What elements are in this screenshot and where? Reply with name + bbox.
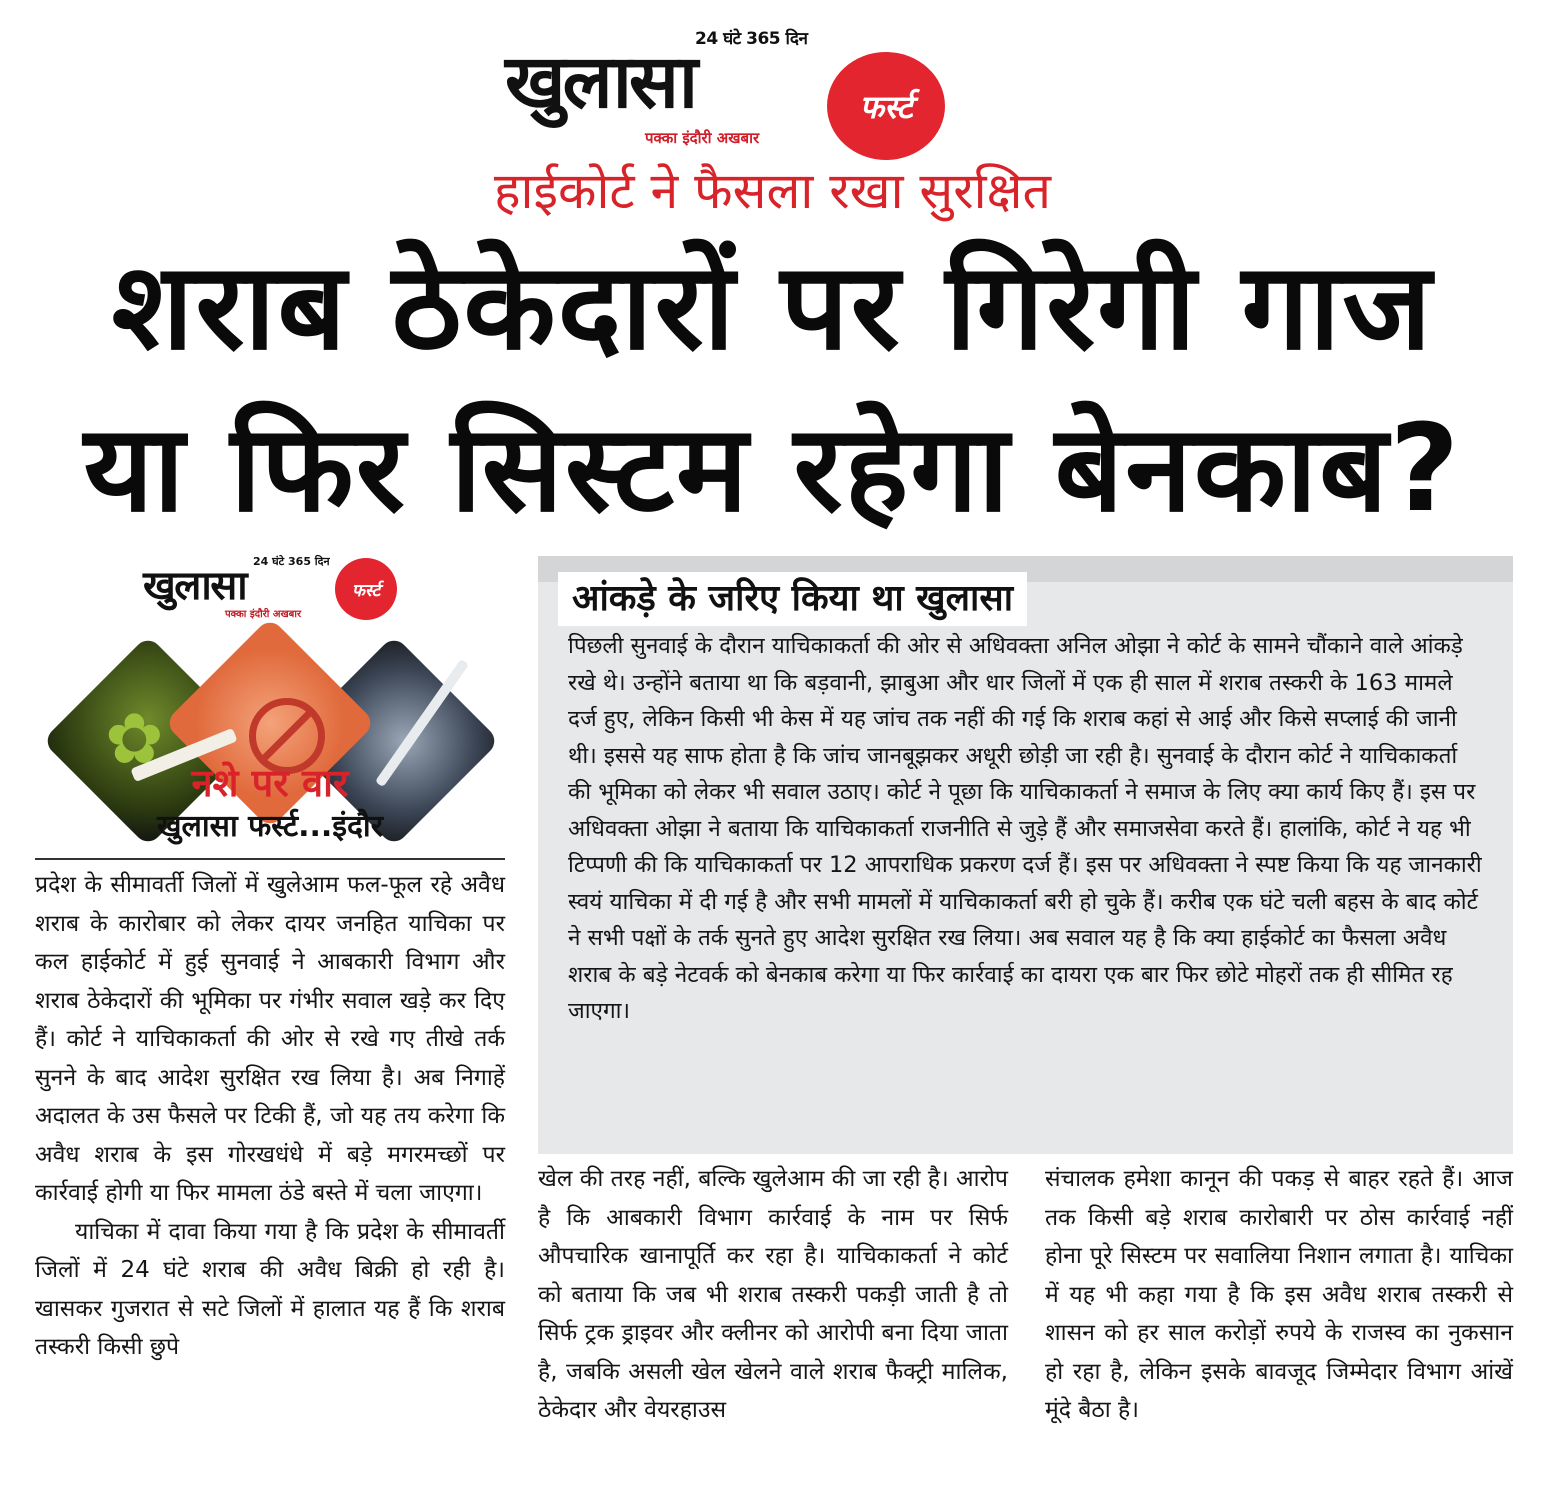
sidebar-box	[538, 556, 1513, 1154]
article-paragraph: प्रदेश के सीमावर्ती जिलों में खुलेआम फल-फूल रहे अवैध शराब के कारोबार को लेकर दायर जनहित याचिका पर कल हाईकोर्ट में हुई सुनवाई ने आबकारी विभाग और शराब ठेकेदारों की भूमिका पर गंभीर सवाल खड़े कर दिए हैं। कोर्ट ने याचिकाकर्ता की ओर से रखे गए तीखे तर्क सुनने के बाद आदेश सुरक्षित रख लिया है। अब निगाहें अदालत के उस फैसले पर टिकी हैं, जो यह तय करेगा कि अवैध शराब के इस गोरखधंधे में बड़े मगरमच्छों पर कार्रवाई होगी या फिर मामला ठंडे बस्ते में चला जाएगा।	[35, 872, 505, 1206]
masthead-logo	[505, 20, 945, 150]
inset-first-badge: फर्स्ट	[335, 558, 397, 620]
inset-tagline: 24 घंटे 365 दिन	[253, 555, 330, 568]
article-column-1	[35, 866, 505, 1367]
inset-logo-subtitle: पक्का इंदौरी अखबार	[225, 609, 302, 620]
article-paragraph: याचिका में दावा किया गया है कि प्रदेश के सीमावर्ती जिलों में 24 घंटे शराब की अवैध बिक्री हो रही है। खासकर गुजरात से सटे जिलों में हालात यह हैं कि शराब तस्करी किसी छुपे	[35, 1218, 505, 1360]
main-headline-line-2: या फिर सिस्टम रहेगा बेनकाब?	[83, 400, 1462, 539]
box-body-text: पिछली सुनवाई के दौरान याचिकाकर्ता की ओर से अधिवक्ता अनिल ओझा ने कोर्ट के सामने चौंकाने वाले आंकड़े रखे थे। उन्होंने बताया था कि बड़वानी, झाबुआ और धार जिलों में एक ही साल में शराब तस्करी के 163 मामले दर्ज हुए, लेकिन किसी भी केस में यह जांच तक नहीं की गई कि शराब कहां से आई और किसे सप्लाई की जानी थी। इससे यह साफ होता है कि जांच जानबूझकर अधूरी छोड़ी जा रही है। सुनवाई के दौरान कोर्ट ने याचिकाकर्ता की भूमिका को लेकर भी सवाल उठाए। कोर्ट ने पूछा कि याचिकाकर्ता ने समाज के लिए क्या कार्य किए हैं। इस पर अधिवक्ता ओझा ने बताया कि याचिकाकर्ता राजनीति से जुड़े हैं और समाजसेवा करते हैं। हालांकि, कोर्ट ने यह भी टिप्पणी की कि याचिकाकर्ता पर 12 आपराधिक प्रकरण दर्ज हैं। इस पर अधिवक्ता ने स्पष्ट किया कि यह जानकारी स्वयं याचिका में दी गई है और सभी मामलों में याचिकाकर्ता बरी हो चुके हैं। करीब एक घंटे चली बहस के बाद कोर्ट ने सभी पक्षों के तर्क सुनते हुए आदेश सुरक्षित रख लिया। अब सवाल यह है कि क्या हाईकोर्ट का फैसला अवैध शराब के बड़े नेटवर्क को बेनकाब करेगा या फिर कार्रवाई का दायरा एक बार फिर छोटे मोहरों तक ही सीमित रह जाएगा।	[568, 633, 1482, 1024]
inset-caption: खुलासा फर्स्ट...इंदौर	[157, 809, 383, 844]
kicker-headline: हाईकोर्ट ने फैसला रखा सुरक्षित	[494, 162, 1051, 220]
cannabis-leaf-icon: ✿	[105, 698, 164, 780]
box-heading: आंकड़े के जरिए किया था खुलासा	[558, 572, 1027, 626]
divider-line	[35, 858, 505, 860]
main-headline-line-1: शराब ठेकेदारों पर गिरेगी गाज	[111, 238, 1434, 377]
masthead-name: खुलासा	[505, 39, 696, 125]
article-column-3: संचालक हमेशा कानून की पकड़ से बाहर रहते हैं। आज तक किसी बड़े शराब कारोबारी पर ठोस कार्रवाई नहीं होना पूरे सिस्टम पर सवालिया निशान लगाता है। याचिका में यह भी कहा गया है कि इस अवैध शराब तस्करी से शासन को हर साल करोड़ों रुपये के राजस्व का नुकसान हो रहा है, लेकिन इसके बावजूद जिम्मेदार विभाग आंखें मूंदे बैठा है।	[1045, 1166, 1513, 1423]
masthead-first-badge: फर्स्ट	[827, 52, 945, 160]
masthead-tagline: 24 घंटे 365 दिन	[695, 29, 808, 49]
article-column-2: खेल की तरह नहीं, बल्कि खुलेआम की जा रही है। आरोप है कि आबकारी विभाग कार्रवाई के नाम पर सिर्फ औपचारिक खानापूर्ति कर रहा है। याचिकाकर्ता ने कोर्ट को बताया कि जब भी शराब तस्करी पकड़ी जाती है तो सिर्फ ट्रक ड्राइवर और क्लीनर को आरोपी बना दिया जाता है, जबकि असली खेल खेलने वाले शराब फैक्ट्री मालिक, ठेकेदार और वेयरहाउस	[538, 1166, 1008, 1423]
masthead-subtitle: पक्का इंदौरी अखबार	[645, 129, 760, 147]
inset-title: नशे पर वार	[191, 761, 349, 805]
inset-graphic	[35, 548, 505, 848]
inset-logo-name: खुलासा	[143, 563, 247, 609]
